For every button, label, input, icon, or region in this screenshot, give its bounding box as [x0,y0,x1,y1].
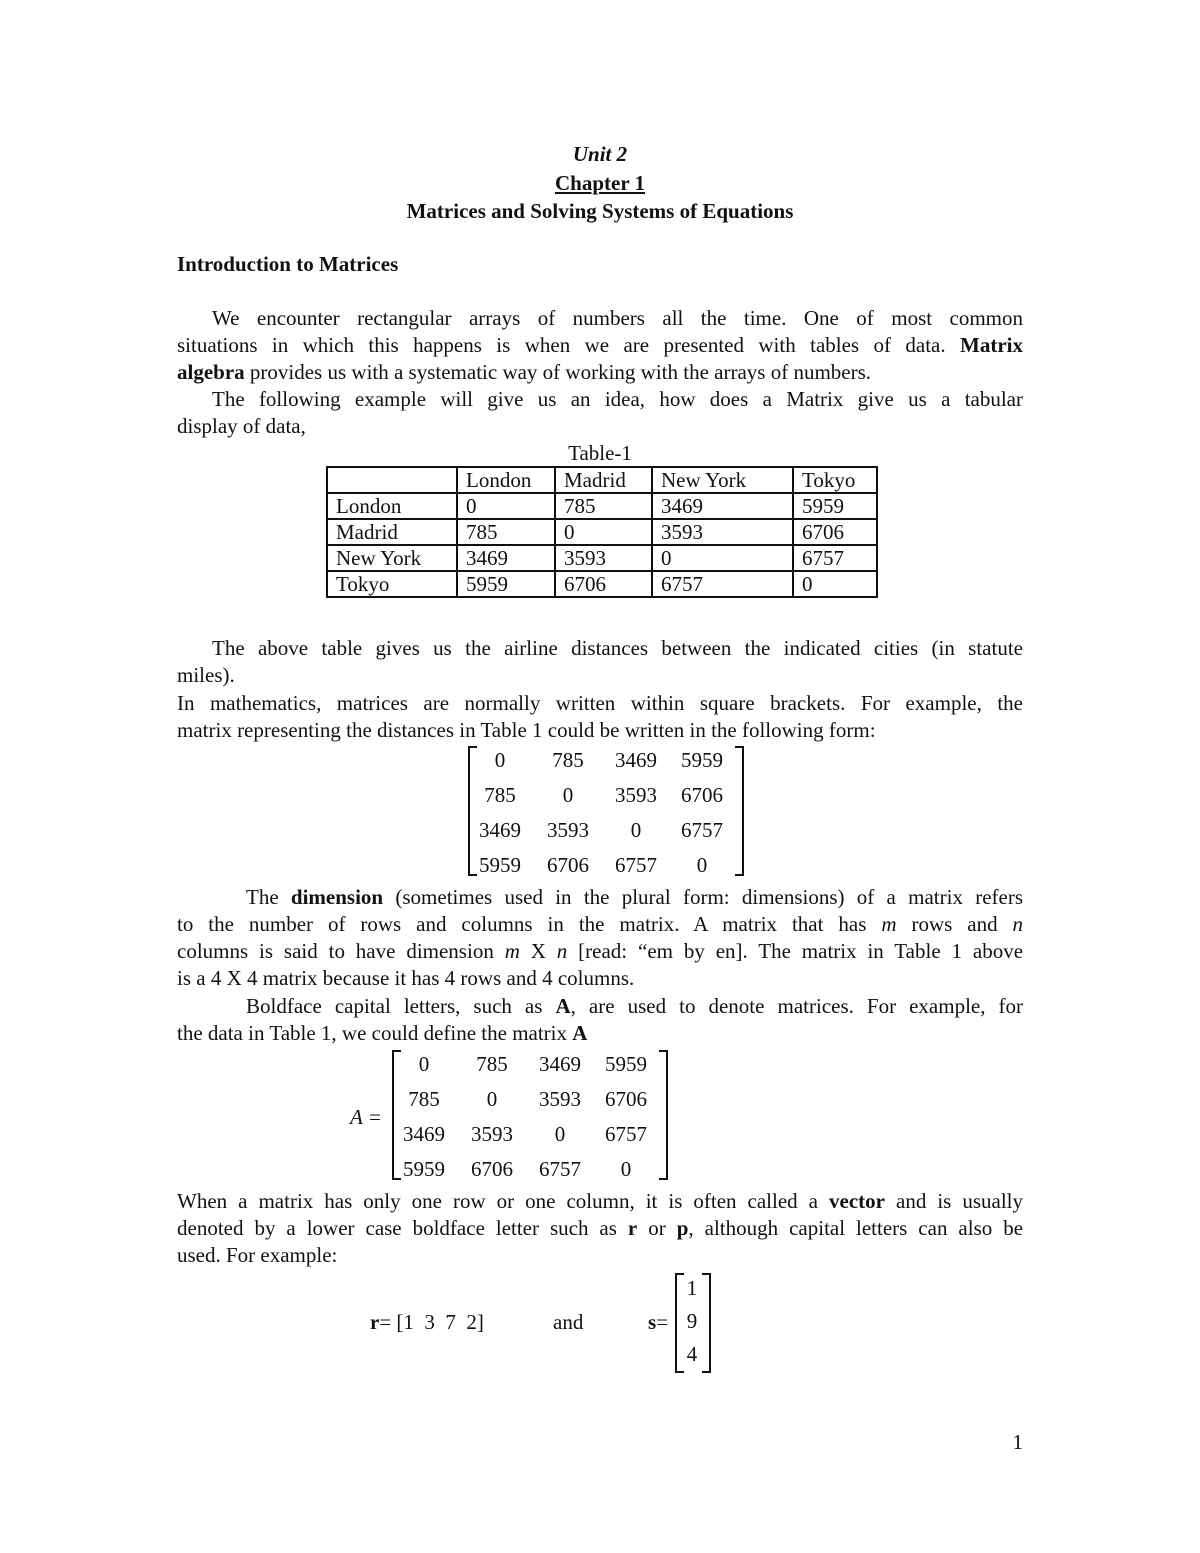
para6-line3: used. For example: [177,1243,338,1267]
table-cell: 3469 [652,493,793,519]
matrix-cell: 6706 [547,853,589,877]
vector-s-value: 4 [686,1342,698,1366]
table-caption: Table-1 [568,441,632,465]
matrix-cell: 3593 [547,818,589,842]
matrix-cell: 5959 [605,1052,647,1076]
chapter-label: Chapter 1 [554,171,646,195]
matrix-cell: 3593 [471,1122,513,1146]
matrix-cell: 3469 [615,748,657,772]
matrix-cell: 3469 [539,1052,581,1076]
table-header-cell: Tokyo [793,467,877,493]
matrix-cell: 3469 [403,1122,445,1146]
para2-line2: display of data, [177,414,306,438]
matrix-cell: 785 [476,1052,508,1076]
table-cell: 5959 [793,493,877,519]
matrix-a [392,1050,672,1180]
table-header-cell: New York [652,467,793,493]
matrix-cell: 6757 [681,818,723,842]
para3-line3: In mathematics, matrices are normally written within square brackets. For example, the [177,691,1023,715]
matrix-cell: 0 [486,1087,498,1111]
para3-line4: matrix representing the distances in Table 1 could be written in the following form: [177,718,876,742]
table-cell: 0 [555,519,652,545]
unit-label: Unit 2 [572,142,628,166]
table-cell: 3469 [457,545,555,571]
para1-line3: algebra provides us with a systematic way of working with the arrays of numbers. [177,360,872,384]
matrix-a-label: A = [350,1105,382,1129]
table-header-cell: Madrid [555,467,652,493]
matrix-cell: 0 [418,1052,430,1076]
para2-line1: The following example will give us an idea, how does a Matrix give us a tabular [212,387,1023,411]
vector-r-label: r [370,1310,380,1334]
table-row [327,519,877,545]
table-header-row [327,467,877,493]
table-row [327,545,877,571]
para6-line1: When a matrix has only one row or one column, it is often called a vector and is usually [177,1189,1024,1213]
matrix-cell: 3593 [615,783,657,807]
table-cell: 785 [457,519,555,545]
matrix-cell: 0 [696,853,708,877]
matrix-cell: 6706 [605,1087,647,1111]
table-header-cell [327,467,457,493]
matrix-cell: 785 [484,783,516,807]
matrix-cell: 5959 [403,1157,445,1181]
vector-s-label: s [648,1310,657,1334]
matrix-cell: 785 [552,748,584,772]
matrix-cell: 5959 [681,748,723,772]
table-row [327,571,877,597]
matrix-cell: 6757 [539,1157,581,1181]
table-row [327,493,877,519]
para1-line1: We encounter rectangular arrays of numbers all the time. One of most common [212,306,1023,330]
para5-line1: Boldface capital letters, such as A, are used to denote matrices. For example, for [246,994,1023,1018]
para3-line1: The above table gives us the airline distances between the indicated cities (in statute [212,636,1023,660]
matrix-cell: 0 [562,783,574,807]
table-cell: Madrid [327,519,457,545]
para4-line3: columns is said to have dimension m X n [read: “em by en]. The matrix in Table 1 above [177,939,1024,963]
vector-r: r= [1 3 7 2] [370,1310,484,1334]
table-cell: Tokyo [327,571,457,597]
table-cell: 785 [555,493,652,519]
para1-line2: situations in which this happens is when we are presented with tables of data. Matrix [177,333,1023,357]
vector-s-value: 9 [686,1309,698,1333]
matrix-cell: 0 [554,1122,566,1146]
para6-line2: denoted by a lower case boldface letter such as r or p, although capital letters can also be [177,1216,1024,1240]
section-heading: Introduction to Matrices [177,252,399,276]
matrix-cell: 0 [494,748,506,772]
matrix-cell: 6757 [615,853,657,877]
vector-s-value: 1 [686,1276,698,1300]
vector-s-label-wrap: s= [648,1310,669,1334]
matrix-cell: 0 [630,818,642,842]
page-title: Matrices and Solving Systems of Equations [406,199,794,223]
matrix-cell: 6706 [471,1157,513,1181]
table-cell: 3593 [555,545,652,571]
table-cell: 6757 [652,571,793,597]
matrix-cell: 3593 [539,1087,581,1111]
table-cell: 6706 [793,519,877,545]
table-cell: 0 [457,493,555,519]
table-cell: 0 [652,545,793,571]
table-cell: 3593 [652,519,793,545]
right-bracket-icon [659,1050,668,1180]
matrix-cell: 6757 [605,1122,647,1146]
table-cell: London [327,493,457,519]
table-cell: New York [327,545,457,571]
table-cell: 0 [793,571,877,597]
table-cell: 6757 [793,545,877,571]
table-cell: 6706 [555,571,652,597]
table-cell: 5959 [457,571,555,597]
matrix-cell: 0 [620,1157,632,1181]
and-text: and [553,1310,584,1334]
distance-table [326,466,878,598]
para3-line2: miles). [177,663,235,687]
page-number: 1 [1012,1430,1023,1454]
para4-line4: is a 4 X 4 matrix because it has 4 rows and 4 columns. [177,966,635,990]
matrix-cell: 3469 [479,818,521,842]
vector-s [675,1273,711,1373]
para5-line2: the data in Table 1, we could define the matrix A [177,1021,588,1045]
matrix-cell: 5959 [479,853,521,877]
distance-matrix [468,746,748,876]
para4-line1: The dimension (sometimes used in the plural form: dimensions) of a matrix refers [246,885,1024,909]
right-bracket-icon [735,746,744,876]
matrix-cell: 785 [408,1087,440,1111]
table-header-cell: London [457,467,555,493]
vector-r-values: [1 3 7 2] [396,1310,484,1334]
para4-line2: to the number of rows and columns in the matrix. A matrix that has m rows and n [177,912,1024,936]
matrix-cell: 6706 [681,783,723,807]
